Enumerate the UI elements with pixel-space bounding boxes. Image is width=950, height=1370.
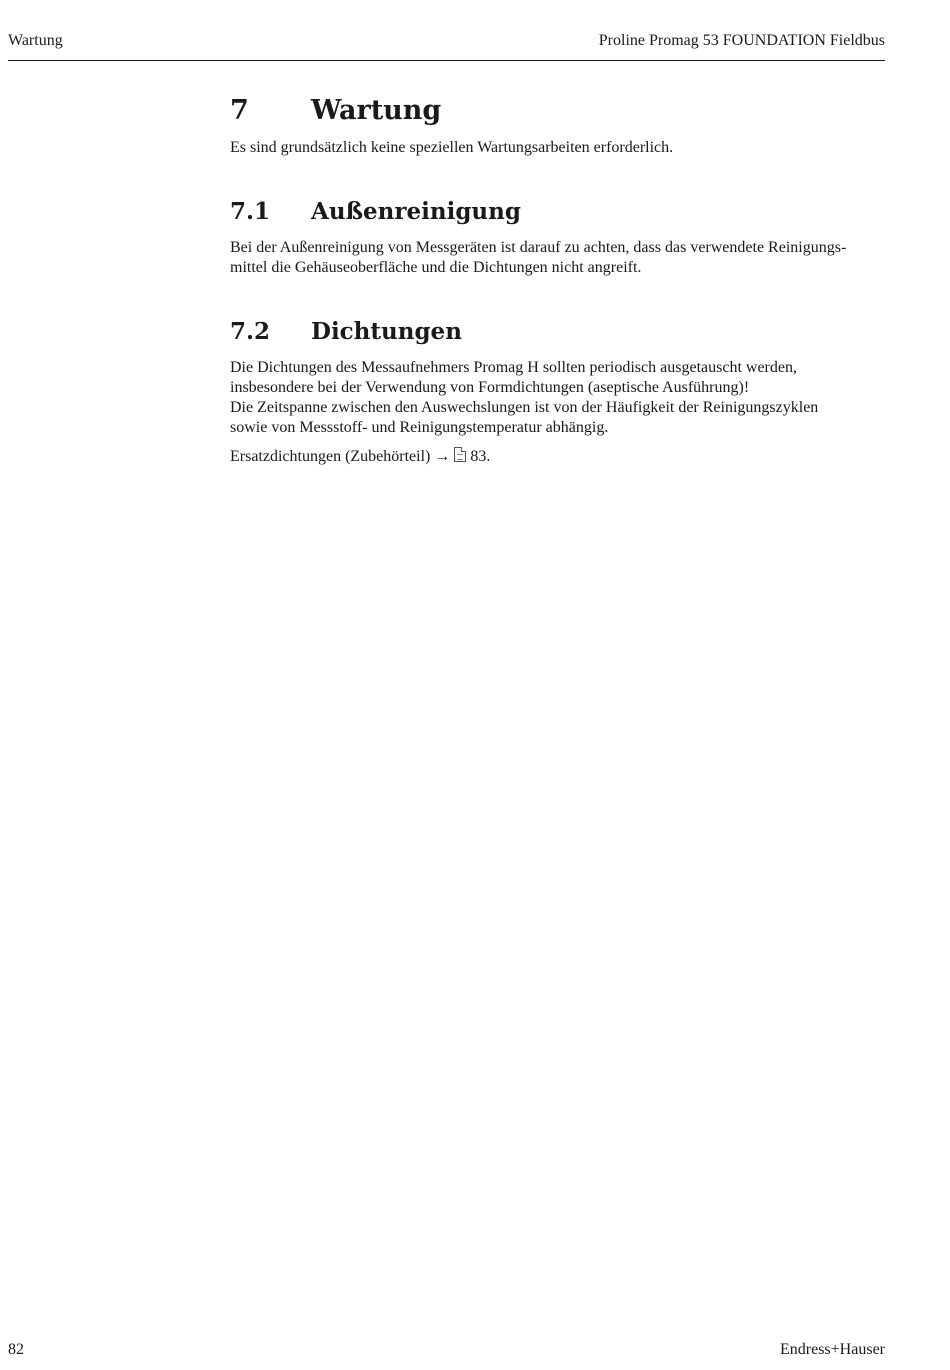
chapter-intro: Es sind grundsätzlich keine speziellen Wartungsarbeiten erforderlich. <box>230 139 674 156</box>
chapter-title: Wartung <box>311 95 442 126</box>
reference-text: Ersatzdichtungen (Zubehörteil) → <box>230 448 451 465</box>
text-line: Die Dichtungen des Messaufnehmers Promag H sollten periodisch ausgetauscht werden, <box>230 359 797 376</box>
page-reference-icon <box>454 447 466 462</box>
text-line: sowie von Messstoff- und Reinigungstemperatur abhängig. <box>230 419 609 436</box>
page-header <box>8 30 885 61</box>
reference-page-number[interactable]: 83. <box>470 448 491 465</box>
page-content <box>230 92 880 467</box>
text-line: Die Zeitspanne zwischen den Auswechslungen ist von der Häufigkeit der Reinigungszyklen <box>230 399 819 416</box>
section-title: Außenreinigung <box>311 198 521 225</box>
section-heading-7-1 <box>230 196 880 228</box>
chapter-number: 7 <box>230 95 249 126</box>
section-heading-7-2 <box>230 316 880 348</box>
header-document-title: Proline Promag 53 FOUNDATION Fieldbus <box>598 32 885 49</box>
spare-seals-reference[interactable] <box>230 447 880 467</box>
section-number: 7.1 <box>230 198 271 225</box>
section-title: Dichtungen <box>311 318 462 345</box>
section-number: 7.2 <box>230 318 271 345</box>
header-section-title: Wartung <box>8 32 63 49</box>
footer-brand: Endress+Hauser <box>780 1341 885 1358</box>
chapter-heading <box>230 92 880 130</box>
section-7-2-paragraph <box>230 358 880 438</box>
text-line: insbesondere bei der Verwendung von Formdichtungen (aseptische Ausführung)! <box>230 379 750 396</box>
page-number: 82 <box>8 1341 24 1358</box>
section-7-1-paragraph <box>230 238 880 278</box>
text-line: Bei der Außenreinigung von Messgeräten ist darauf zu achten, dass das verwendete Reinigungs- <box>230 239 847 256</box>
text-line: mittel die Gehäuseoberfläche und die Dichtungen nicht angreift. <box>230 259 642 276</box>
